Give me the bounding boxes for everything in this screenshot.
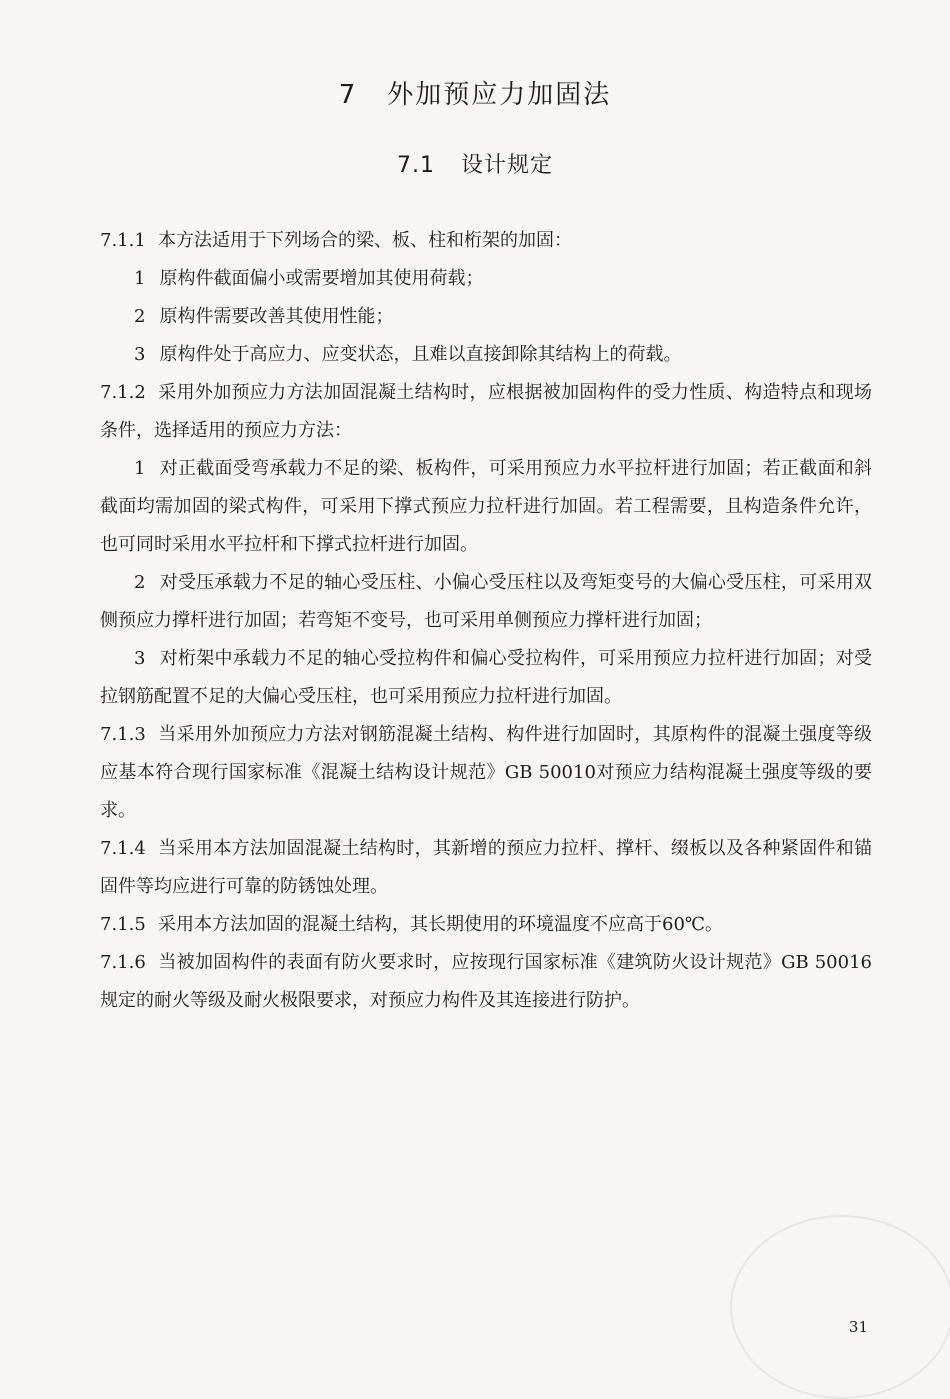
clause-text: 本方法适用于下列场合的梁、板、柱和桁架的加固：	[158, 230, 572, 251]
body-text	[100, 222, 872, 1020]
chapter-title-text: 外加预应力加固法	[387, 80, 612, 110]
clause-number: 7.1.5	[100, 914, 146, 935]
clause-text: 采用本方法加固的混凝土结构，其长期使用的环境温度不应高于60℃。	[158, 914, 724, 935]
list-item	[100, 564, 872, 640]
clause-number: 7.1.4	[100, 838, 146, 859]
section-title	[0, 148, 950, 179]
watermark-stamp	[730, 1215, 950, 1399]
item-text: 对桁架中承载力不足的轴心受拉构件和偏心受拉构件，可采用预应力拉杆进行加固；对受拉钢筋配置不足的大偏心受压柱，也可采用预应力拉杆进行加固。	[100, 648, 872, 707]
clause-7-1-1	[100, 222, 872, 260]
list-item	[100, 336, 872, 374]
clause-number: 7.1.3	[100, 724, 146, 745]
list-item	[100, 640, 872, 716]
chapter-number: 7	[338, 80, 358, 110]
item-number: 1	[134, 268, 146, 289]
clause-number: 7.1.2	[100, 382, 146, 403]
chapter-title	[0, 74, 950, 111]
list-item	[100, 260, 872, 298]
item-number: 3	[134, 648, 146, 669]
clause-text: 采用外加预应力方法加固混凝土结构时，应根据被加固构件的受力性质、构造特点和现场条件，选择适用的预应力方法：	[100, 382, 872, 441]
item-text: 对正截面受弯承载力不足的梁、板构件，可采用预应力水平拉杆进行加固；若正截面和斜截面均需加固的梁式构件，可采用下撑式预应力拉杆进行加固。若工程需要，且构造条件允许，也可同时采用水平拉杆和下撑式拉杆进行加固。	[100, 458, 872, 555]
page-number: 31	[848, 1318, 868, 1336]
item-text: 原构件截面偏小或需要增加其使用荷载；	[159, 268, 484, 289]
section-title-text: 设计规定	[460, 153, 553, 178]
clause-7-1-3	[100, 716, 872, 830]
clause-text: 当采用本方法加固混凝土结构时，其新增的预应力拉杆、撑杆、缀板以及各种紧固件和锚固件等均应进行可靠的防锈蚀处理。	[100, 838, 872, 897]
clause-7-1-4	[100, 830, 872, 906]
section-number: 7.1	[396, 153, 435, 178]
clause-text: 当被加固构件的表面有防火要求时，应按现行国家标准《建筑防火设计规范》GB 50016规定的耐火等级及耐火极限要求，对预应力构件及其连接进行防护。	[100, 952, 872, 1011]
clause-text: 当采用外加预应力方法对钢筋混凝土结构、构件进行加固时，其原构件的混凝土强度等级应基本符合现行国家标准《混凝土结构设计规范》GB 50010对预应力结构混凝土强度等级的要求。	[100, 724, 872, 821]
item-number: 1	[134, 458, 146, 479]
item-text: 原构件处于高应力、应变状态，且难以直接卸除其结构上的荷载。	[159, 344, 682, 365]
list-item	[100, 298, 872, 336]
item-number: 2	[134, 572, 146, 593]
list-item	[100, 450, 872, 564]
clause-7-1-6	[100, 944, 872, 1020]
item-text: 对受压承载力不足的轴心受压柱、小偏心受压柱以及弯矩变号的大偏心受压柱，可采用双侧预应力撑杆进行加固；若弯矩不变号，也可采用单侧预应力撑杆进行加固；	[100, 572, 872, 631]
clause-7-1-5	[100, 906, 872, 944]
clause-number: 7.1.6	[100, 952, 146, 973]
item-text: 原构件需要改善其使用性能；	[159, 306, 394, 327]
item-number: 2	[134, 306, 146, 327]
item-number: 3	[134, 344, 146, 365]
clause-number: 7.1.1	[100, 230, 146, 251]
clause-7-1-2	[100, 374, 872, 450]
